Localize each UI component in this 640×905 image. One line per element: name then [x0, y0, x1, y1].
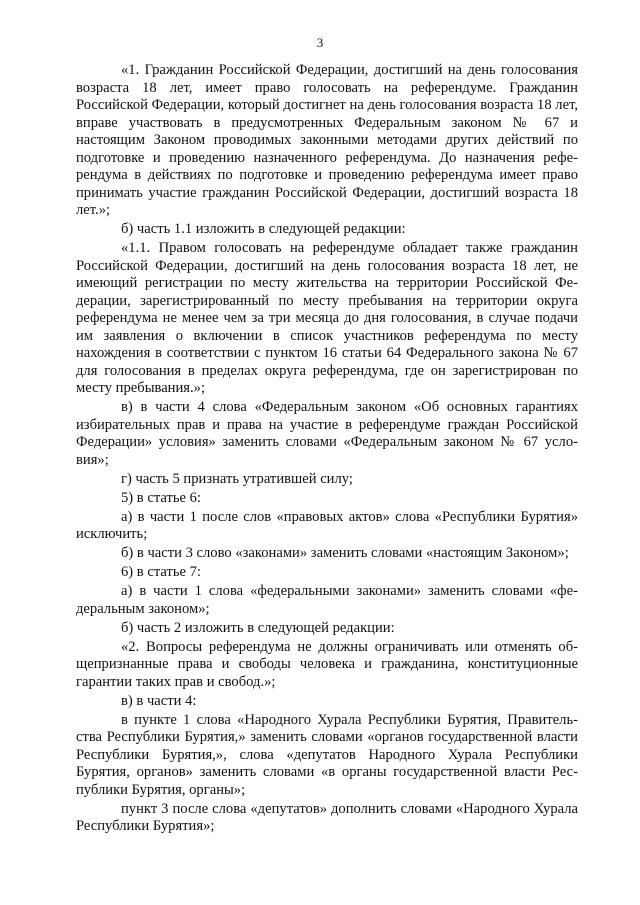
paragraph-article-6-item-b: б) в части 3 слово «законами» заменить словами «настоящим Законом»; — [121, 545, 569, 561]
page-number: 3 — [316, 35, 324, 50]
paragraph-article-7-item-b: б) часть 2 изложить в следующей редакции: — [121, 619, 395, 636]
paragraph-part-1-text: «1. Гражданин Российской Федерации, достигший на день голосования возраста 18 лет, имеет право голосовать на референдуме. Гражданин Российской Федерации, который достигнет на день голосования возраста 18 лет, вправе участвовать в предусмотренных Федеральным законом № 67 и настоящим Законом проводимых законными методами других действий по подготовке и проведению назначенного референдума. До назначения референдума в действиях по подготовке и проведению референдума имеет право принимать участие гражданин Российской Федерации, достигший возраста 18 лет.»; — [76, 62, 578, 218]
paragraph-article-6: 5) в статье 6: — [121, 489, 201, 506]
paragraph-article-6-item-a: а) в части 1 после слов «правовых актов» слова «Республики Бурятия» исключить; — [76, 508, 578, 542]
paragraph-part-1-1-text: «1.1. Правом голосовать на референдуме обладает также гражданин Российской Федерации, достигший на день голосования возраста 18 лет, не имеющий регистрации по месту жительства на территории Российской Федерации, зарегистрированный по месту пребывания на территории округа референдума не менее чем за три месяца до дня голосования, в случае подачи им заявления о включении в список участников референдума по месту нахождения в соответствии с пунктом 16 статьи 64 Федерального закона № 67 для голосования в пределах округа референдума, где он зарегистрирован по месту пребывания.»; — [76, 240, 578, 396]
document-body — [76, 62, 578, 837]
paragraph-article-7-item-a: а) в части 1 слова «федеральными законами» заменить словами «федеральным законом»; — [76, 583, 578, 617]
paragraph-article-7: 6) в статье 7: — [121, 564, 201, 580]
paragraph-article-7-part-2-text: «2. Вопросы референдума не должны ограничивать или отменять общепризнанные права и свободы человека и гражданина, конституционные гарантии таких прав и свобод.»; — [76, 638, 578, 690]
paragraph-point-3-amendment: пункт 3 после слова «депутатов» дополнить словами «Народного Хурала Республики Бурятия»; — [76, 800, 578, 834]
paragraph-article-7-item-v: в) в части 4: — [121, 692, 197, 709]
paragraph-point-1-amendment: в пункте 1 слова «Народного Хурала Республики Бурятия, Правительства Республики Бурятия,» заменить словами «органов государственной власти Республики Бурятия,», слова «депутатов Народного Хурала Республики Бурятия, органов» заменить словами «в органы государственной власти Республики Бурятия, органы»; — [76, 711, 578, 798]
paragraph-item-b-part-1-1: б) часть 1.1 изложить в следующей редакции: — [121, 221, 406, 237]
paragraph-item-g-part-5: г) часть 5 признать утратившей силу; — [121, 470, 353, 487]
paragraph-item-v-part-4: в) в части 4 слова «Федеральным законом «Об основных гарантиях избирательных прав и права на участие в референдуме граждан Российской Федерации» условия» заменить словами «Федеральным законом № 67 условия»; — [76, 399, 578, 468]
